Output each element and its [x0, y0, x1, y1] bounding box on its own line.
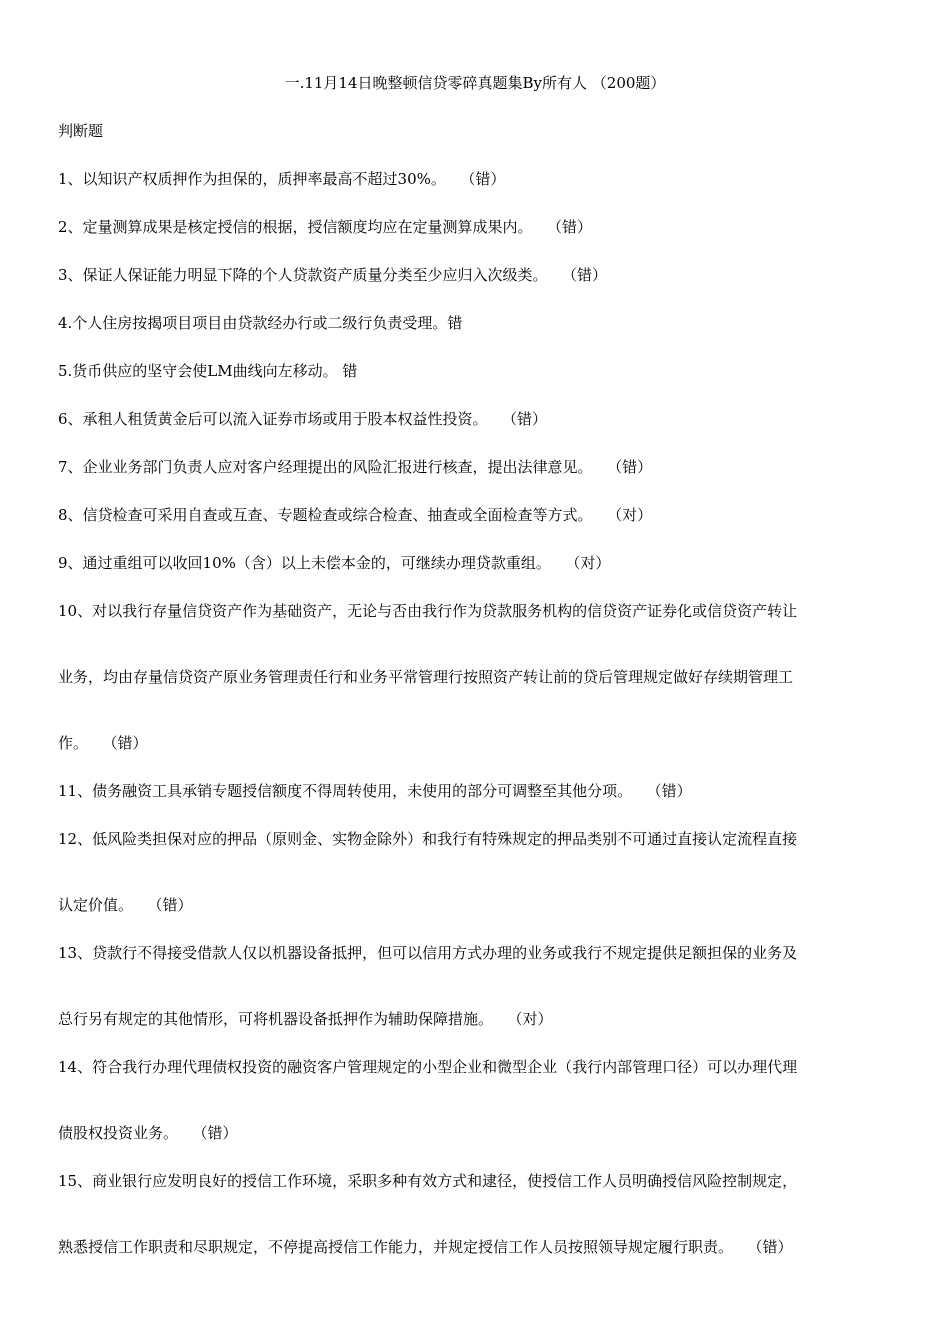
question-text: 债股权投资业务。 [58, 1124, 179, 1142]
question-text-line [58, 1236, 893, 1258]
question-text-line: 13、贷款行不得接受借款人仅以机器设备抵押，但可以信用方式办理的业务或我行不规定提供足额担保的业务及 [58, 944, 798, 962]
answer-mark: （对） [614, 506, 653, 524]
question-text: 总行另有规定的其他情形，可将机器设备抵押作为辅助保障措施。 [58, 1010, 494, 1028]
question-text: 3、保证人保证能力明显下降的个人贷款资产质量分类至少应归入次级类。 [58, 266, 548, 284]
question-text-line: 15、商业银行应发明良好的授信工作环境，采职多种有效方式和逮径，使授信工作人员明确授信风险控制规定， [58, 1172, 798, 1190]
question-text: 认定价值。 [58, 896, 134, 914]
question-item [58, 1056, 893, 1144]
answer-mark: （错） [155, 896, 193, 914]
question-text: 11、债务融资工具承销专题授信额度不得周转使用，未使用的部分可调整至其他分项。 [58, 782, 633, 800]
question-list [58, 168, 893, 1284]
question-text: 7、企业业务部门负责人应对客户经理提出的风险汇报进行核查，提出法律意见。 [58, 458, 593, 476]
question-item [58, 408, 893, 430]
question-text-line: 12、低风险类担保对应的押品（原则金、实物金除外）和我行有特殊规定的押品类别不可通过直接认定流程直接 [58, 830, 798, 848]
question-text: 作。 [58, 734, 89, 752]
question-text-line [58, 1008, 893, 1030]
question-text-line [58, 504, 893, 526]
question-item [58, 168, 893, 190]
answer-mark: （错） [569, 266, 608, 284]
question-text-line: 4.个人住房按揭项目项目由贷款经办行或二级行负责受理。错 [58, 314, 463, 332]
question-text-line: 5.货币供应的坚守会使LM曲线向左移动。 错 [58, 362, 358, 380]
question-item [58, 216, 893, 238]
question-text-line [58, 780, 893, 802]
answer-mark: （错） [554, 218, 593, 236]
answer-mark: （错） [467, 170, 506, 188]
question-item [58, 552, 893, 574]
question-text-line [58, 894, 893, 916]
question-item [58, 504, 893, 526]
question-text-line [58, 732, 893, 754]
question-item [58, 1170, 893, 1258]
question-text: 熟悉授信工作职责和尽职规定，不停提高授信工作能力，并规定授信工作人员按照领导规定履行职责。 [58, 1238, 734, 1256]
question-text-line [58, 456, 893, 478]
section-label: 判断题 [58, 122, 104, 140]
question-item [58, 828, 893, 916]
question-text: 9、通过重组可以收回10%（含）以上未偿本金的，可继续办理贷款重组。 [58, 554, 551, 572]
question-text-line: 10、对以我行存量信贷资产作为基础资产，无论与否由我行作为贷款服务机构的信贷资产证券化或信贷资产转让 [58, 602, 798, 620]
question-text-line [58, 552, 893, 574]
question-text: 1、以知识产权质押作为担保的，质押率最高不超过30%。 [58, 170, 446, 188]
question-item [58, 264, 893, 286]
answer-mark: （错） [614, 458, 653, 476]
question-item [58, 312, 893, 334]
page-title: 一.11月14日晚整顿信贷零碎真题集By所有人 （200题） [284, 74, 666, 92]
question-text-line [58, 168, 893, 190]
question-text-line [58, 216, 893, 238]
question-item [58, 600, 893, 754]
answer-mark: （对） [572, 554, 611, 572]
question-text-line: 14、符合我行办理代理债权投资的融资客户管理规定的小型企业和微型企业（我行内部管理口径）可以办理代理 [58, 1058, 798, 1076]
question-text-line [58, 408, 893, 430]
answer-mark: （错） [755, 1238, 793, 1256]
answer-mark: （错） [509, 410, 548, 428]
question-item [58, 780, 893, 802]
answer-mark: （对） [515, 1010, 553, 1028]
question-text-line [58, 1122, 893, 1144]
question-text: 8、信贷检查可采用自查或互查、专题检查或综合检查、抽查或全面检查等方式。 [58, 506, 593, 524]
question-text: 6、承租人租赁黄金后可以流入证券市场或用于股本权益性投资。 [58, 410, 488, 428]
answer-mark: （错） [110, 734, 148, 752]
question-item [58, 942, 893, 1030]
question-item [58, 360, 893, 382]
answer-mark: （错） [654, 782, 692, 800]
question-text: 2、定量测算成果是核定授信的根据，授信额度均应在定量测算成果内。 [58, 218, 533, 236]
question-item [58, 456, 893, 478]
answer-mark: （错） [200, 1124, 238, 1142]
question-text-line [58, 264, 893, 286]
question-text-line: 业务，均由存量信贷资产原业务管理责任行和业务平常管理行按照资产转让前的贷后管理规定做好存续期管理工 [58, 668, 794, 686]
